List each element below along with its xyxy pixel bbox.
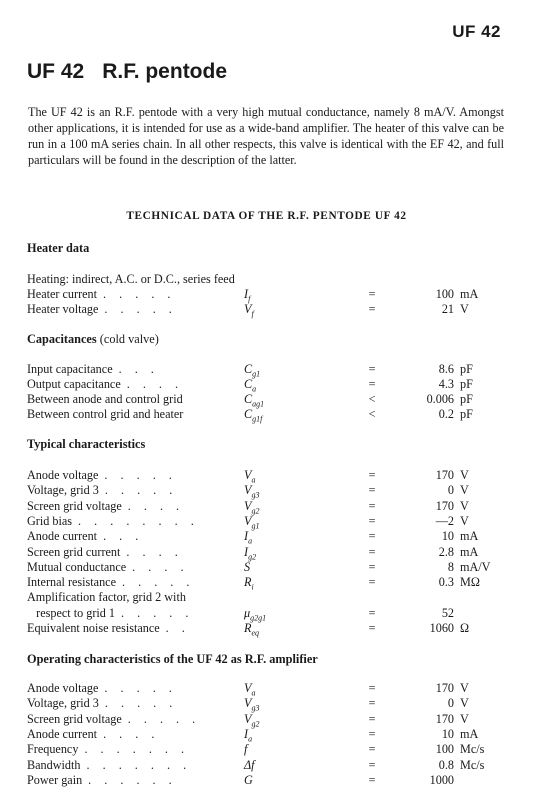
- row-relation: =: [368, 757, 376, 772]
- table-row: [27, 696, 507, 711]
- row-relation: =: [368, 302, 376, 316]
- row-relation: =: [368, 742, 376, 757]
- row-label-text: Between anode and control grid: [27, 392, 183, 406]
- table-row: [27, 727, 507, 742]
- leader-dots: . .: [165, 621, 190, 635]
- symbol-main: R: [244, 621, 252, 635]
- leader-dots: . . . . . . . .: [78, 513, 199, 528]
- table-row: [27, 575, 507, 590]
- symbol-subscript: g2: [251, 719, 260, 729]
- symbol-subscript: g2: [251, 506, 260, 516]
- row-value: 4.3: [438, 377, 454, 391]
- row-relation: =: [368, 483, 376, 498]
- row-value: 0.3: [438, 575, 454, 590]
- row-relation: =: [368, 681, 376, 695]
- symbol-subscript: g1: [252, 369, 261, 379]
- row-label: [27, 742, 189, 757]
- row-relation: =: [368, 711, 376, 726]
- symbol-main: C: [244, 392, 253, 406]
- row-value: 1000: [429, 772, 454, 787]
- row-value: 10: [441, 726, 454, 741]
- row-label: [27, 362, 159, 377]
- row-symbol: [244, 621, 259, 640]
- row-label: [27, 727, 159, 742]
- row-symbol: [244, 742, 247, 757]
- row-relation: =: [368, 605, 376, 620]
- row-label-text: Between control grid and heater: [27, 407, 184, 421]
- table-row: [27, 712, 507, 727]
- row-label-text: Anode voltage: [27, 468, 99, 482]
- section-title-capacitances: [27, 332, 159, 347]
- row-label-text: Bandwidth: [27, 757, 81, 772]
- table-row: [27, 468, 507, 483]
- row-label: [27, 590, 186, 605]
- row-unit: mA: [460, 544, 479, 559]
- capacitances-title: Capacitances: [27, 332, 97, 346]
- table-row: [27, 742, 507, 757]
- table-row: [27, 681, 507, 696]
- symbol-subscript: a: [248, 536, 253, 546]
- leader-dots: . . .: [118, 362, 159, 376]
- symbol-main: I: [244, 544, 249, 559]
- row-relation: =: [368, 575, 376, 590]
- table-row: [27, 499, 507, 514]
- capacitances-note: (cold valve): [99, 332, 159, 346]
- table-row: [27, 758, 507, 773]
- leader-dots: . . . . .: [104, 302, 177, 316]
- leader-dots: . . . . .: [122, 575, 195, 590]
- row-relation: =: [368, 544, 376, 559]
- symbol-subscript: f: [251, 309, 254, 319]
- row-label: [27, 606, 193, 621]
- table-row: [27, 590, 507, 605]
- row-label-text: Frequency: [27, 742, 79, 757]
- row-value: 170: [435, 498, 454, 513]
- title-code: UF 42: [27, 60, 85, 83]
- symbol-main: G: [244, 772, 253, 787]
- row-label: [27, 758, 191, 773]
- leader-dots: . . . . .: [104, 468, 177, 482]
- heater-note-text: Heating: indirect, A.C. or D.C., series feed: [27, 272, 235, 286]
- row-label: [27, 499, 184, 514]
- row-label-text: Output capacitance: [27, 377, 121, 391]
- row-value: 8: [447, 559, 454, 574]
- table-row: [27, 362, 507, 377]
- row-label-text: Anode current: [27, 726, 98, 741]
- table-row: [27, 377, 507, 392]
- row-unit: mA: [460, 726, 479, 741]
- row-value: 0.2: [438, 407, 454, 421]
- row-value: —2: [435, 513, 454, 528]
- row-label: [27, 483, 177, 498]
- table-row: [27, 560, 507, 575]
- table-row: [27, 392, 507, 407]
- leader-dots: . . . .: [127, 498, 185, 513]
- row-label-text: Anode voltage: [27, 681, 99, 695]
- row-label-text: Mutual conductance: [27, 559, 127, 574]
- leader-dots: . . . . .: [104, 483, 178, 498]
- row-unit: pF: [460, 407, 473, 421]
- row-relation: =: [368, 559, 376, 574]
- row-unit: MΩ: [460, 575, 480, 590]
- table-row: [27, 514, 507, 529]
- row-unit: V: [460, 696, 469, 711]
- row-relation: =: [368, 468, 376, 482]
- symbol-main: I: [244, 287, 249, 301]
- leader-dots: . . . . . .: [88, 772, 177, 787]
- row-relation: =: [368, 377, 376, 391]
- row-value: 170: [435, 681, 454, 695]
- table-row: [27, 621, 507, 636]
- symbol-main: I: [244, 726, 249, 741]
- row-relation: =: [368, 772, 376, 787]
- symbol-main: C: [244, 407, 253, 421]
- row-label-text: Grid bias: [27, 513, 73, 528]
- symbol-main: f: [244, 742, 248, 757]
- row-relation: =: [368, 362, 376, 376]
- row-label: [27, 392, 183, 407]
- symbol-subscript: g3: [251, 703, 260, 713]
- symbol-subscript: a: [251, 475, 256, 485]
- row-value: 0.006: [426, 392, 454, 406]
- row-label: [27, 468, 177, 483]
- row-relation: =: [368, 696, 376, 711]
- symbol-main: μ: [244, 605, 251, 620]
- row-unit: V: [460, 302, 469, 316]
- row-label: [27, 302, 177, 317]
- leader-dots: . . . .: [126, 544, 183, 559]
- symbol-subscript: a: [252, 384, 257, 394]
- leader-dots: . . . . .: [121, 605, 194, 620]
- row-symbol: [244, 560, 250, 575]
- row-unit: mA: [460, 529, 479, 544]
- technical-data-heading: TECHNICAL DATA OF THE R.F. PENTODE UF 42: [126, 210, 407, 222]
- row-unit: pF: [460, 392, 473, 406]
- symbol-main: C: [244, 362, 253, 376]
- symbol-main: V: [244, 696, 252, 711]
- row-unit: Ω: [460, 621, 470, 635]
- row-label: [27, 514, 199, 529]
- row-label-text: Input capacitance: [27, 362, 113, 376]
- row-relation: <: [368, 407, 376, 421]
- symbol-subscript: g2g1: [250, 613, 267, 623]
- row-value: 21: [441, 302, 454, 316]
- row-label-text: Heater voltage: [27, 302, 99, 316]
- row-symbol: [244, 758, 255, 773]
- row-label: [27, 545, 183, 560]
- symbol-main: V: [244, 483, 252, 498]
- table-row: [27, 407, 507, 422]
- row-label: [27, 407, 183, 422]
- row-symbol: [244, 302, 254, 321]
- page-header-code: UF 42: [452, 22, 501, 41]
- row-label-text: Screen grid current: [27, 544, 121, 559]
- symbol-main: V: [244, 468, 252, 482]
- row-label-text: Anode current: [27, 529, 98, 544]
- row-unit: pF: [460, 362, 473, 376]
- row-value: 100: [435, 287, 454, 301]
- row-value: 2.8: [438, 544, 454, 559]
- row-relation: =: [368, 621, 376, 635]
- table-row: [27, 302, 507, 317]
- row-label-text: Screen grid voltage: [27, 711, 122, 726]
- row-symbol: [244, 773, 253, 788]
- symbol-subscript: i: [251, 582, 254, 592]
- row-label: [27, 712, 200, 727]
- symbol-main: Δf: [244, 757, 255, 772]
- row-label: [27, 681, 177, 696]
- row-value: 0: [447, 696, 454, 711]
- row-value: 100: [435, 742, 454, 757]
- table-row: [27, 529, 507, 544]
- row-label: [27, 773, 177, 788]
- row-value: 0: [447, 483, 454, 498]
- row-label: [27, 696, 177, 711]
- row-unit: V: [460, 711, 469, 726]
- symbol-main: V: [244, 302, 252, 316]
- symbol-main: V: [244, 498, 252, 513]
- row-label: [27, 529, 143, 544]
- row-label-text: Heater current: [27, 287, 98, 301]
- row-value: 52: [441, 605, 454, 620]
- row-unit: V: [460, 483, 469, 498]
- row-label-text: Voltage, grid 3: [27, 696, 99, 711]
- leader-dots: . . . .: [103, 726, 160, 741]
- symbol-subscript: g3: [251, 490, 260, 500]
- row-label: [27, 287, 175, 302]
- symbol-subscript: g2: [248, 551, 257, 561]
- row-relation: <: [368, 392, 376, 406]
- row-unit: Mc/s: [460, 757, 485, 772]
- symbol-subscript: f: [248, 294, 251, 304]
- leader-dots: . . . .: [132, 559, 189, 574]
- leader-dots: . . . . .: [127, 711, 201, 726]
- row-value: 1060: [429, 621, 454, 635]
- leader-dots: . . . . .: [103, 287, 176, 301]
- symbol-subscript: a: [248, 734, 253, 744]
- leader-dots: . . . . . . .: [84, 742, 190, 757]
- table-row: [27, 287, 507, 302]
- intro-paragraph: The UF 42 is an R.F. pentode with a very high mutual conductance, namely 8 mA/V. Amongst other applications, it is intended for use as a wide-band amplifier. The heater of this valve can be run in a 100 mA series chain. In all other respects, this valve is identical with the EF 42, and full particulars will be found in the description of the latter.: [28, 105, 504, 167]
- leader-dots: . . . . .: [104, 681, 177, 695]
- row-symbol: [244, 407, 262, 426]
- row-unit: mA/V: [460, 559, 491, 574]
- table-row: [27, 773, 507, 788]
- symbol-main: V: [244, 681, 252, 695]
- leader-dots: . . .: [103, 529, 144, 544]
- symbol-main: V: [244, 711, 252, 726]
- row-label-text: respect to grid 1: [27, 605, 115, 620]
- leader-dots: . . . .: [126, 377, 184, 391]
- leader-dots: . . . . .: [104, 696, 178, 711]
- row-label-text: Voltage, grid 3: [27, 483, 99, 498]
- leader-dots: . . . . . . .: [86, 757, 192, 772]
- row-unit: V: [460, 498, 469, 513]
- table-row: [27, 483, 507, 498]
- symbol-main: S: [244, 559, 251, 574]
- symbol-main: R: [244, 575, 252, 590]
- row-relation: =: [368, 529, 376, 544]
- symbol-subscript: eq: [251, 628, 260, 638]
- symbol-main: I: [244, 529, 249, 544]
- symbol-subscript: g1: [251, 521, 260, 531]
- row-unit: V: [460, 513, 469, 528]
- title-description: R.F. pentode: [102, 60, 228, 83]
- row-label-text: Equivalent noise resistance: [27, 621, 160, 635]
- heater-note: [27, 272, 507, 287]
- table-row: [27, 545, 507, 560]
- symbol-main: C: [244, 377, 253, 391]
- row-label: [27, 560, 188, 575]
- row-label: [27, 377, 183, 392]
- section-title-heater: Heater data: [27, 241, 90, 255]
- row-value: 170: [435, 468, 454, 482]
- table-row: [27, 606, 507, 621]
- row-unit: V: [460, 681, 469, 695]
- row-label-text: Amplification factor, grid 2 with: [27, 590, 186, 605]
- row-value: 0.8: [438, 757, 454, 772]
- row-label-text: Screen grid voltage: [27, 498, 122, 513]
- row-value: 10: [441, 529, 454, 544]
- row-value: 170: [435, 711, 454, 726]
- section-title-operating: Operating characteristics of the UF 42 as R.F. amplifier: [27, 652, 318, 666]
- row-label: [27, 621, 190, 636]
- row-label-text: Power gain: [27, 772, 83, 787]
- symbol-subscript: ag1: [252, 399, 265, 409]
- row-relation: =: [368, 726, 376, 741]
- symbol-main: V: [244, 513, 252, 528]
- row-label-text: Internal resistance: [27, 575, 116, 590]
- row-unit: pF: [460, 377, 473, 391]
- row-relation: =: [368, 513, 376, 528]
- page-title: [27, 60, 227, 84]
- row-relation: =: [368, 287, 376, 301]
- row-unit: mA: [460, 287, 479, 301]
- row-value: 8.6: [438, 362, 454, 376]
- section-title-typical: Typical characteristics: [27, 437, 146, 451]
- row-relation: =: [368, 498, 376, 513]
- symbol-subscript: a: [251, 688, 256, 698]
- row-label: [27, 575, 194, 590]
- row-unit: V: [460, 468, 469, 482]
- symbol-subscript: g1f: [252, 414, 263, 424]
- row-unit: Mc/s: [460, 742, 485, 757]
